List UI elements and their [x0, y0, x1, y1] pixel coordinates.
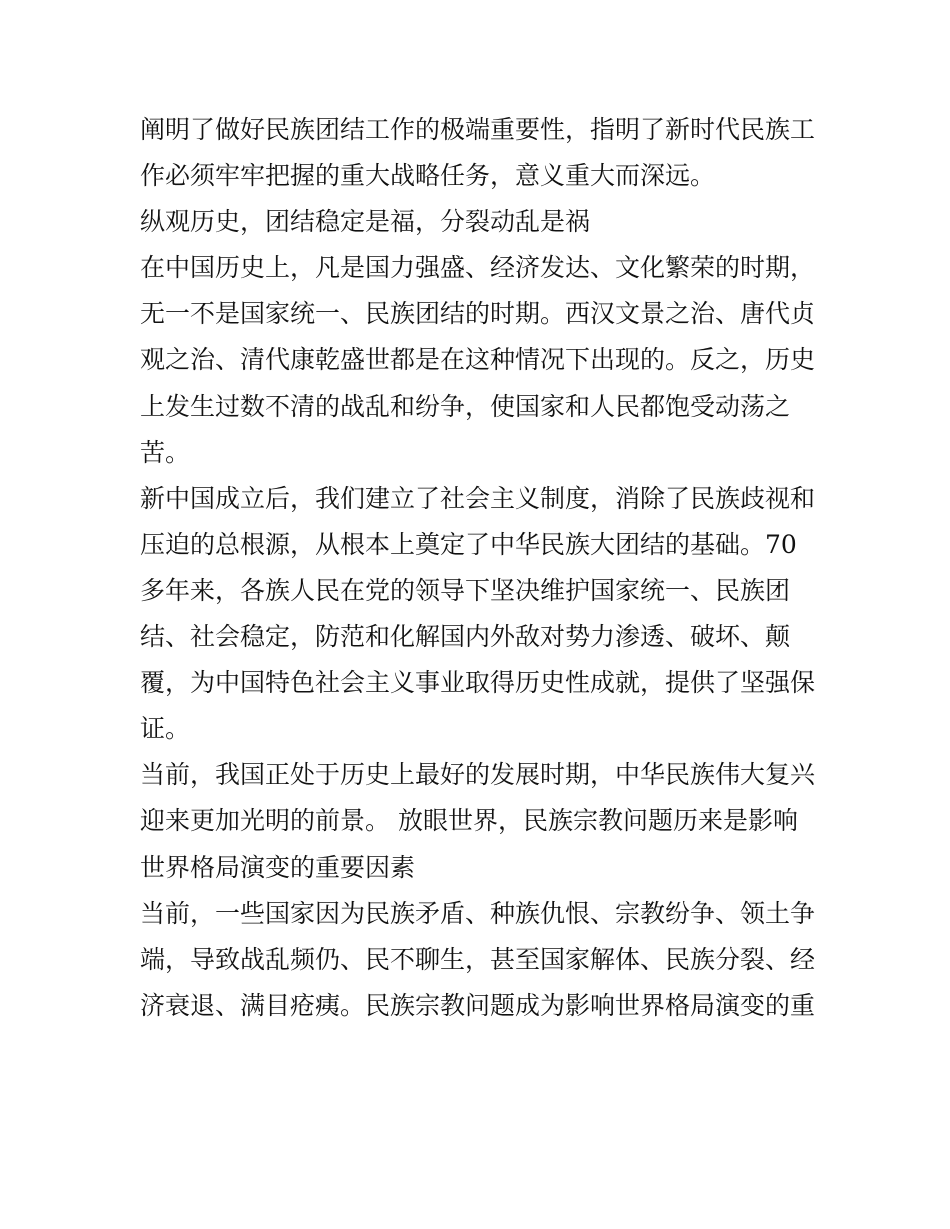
text-line-4: 在中国历史上，凡是国力强盛、经济发达、文化繁荣的时期，: [140, 253, 816, 283]
text-line-10: 压迫的总根源，从根本上奠定了中华民族大团结的基础。70: [140, 529, 797, 559]
text-line-14: 证。: [140, 714, 191, 744]
text-line-16: 迎来更加光明的前景。 放眼世界，民族宗教问题历来是影响: [140, 806, 798, 836]
text-line-15: 当前，我国正处于历史上最好的发展时期，中华民族伟大复兴: [140, 760, 816, 790]
text-line-1: 阐明了做好民族团结工作的极端重要性，指明了新时代民族工: [140, 115, 816, 144]
text-line-5: 无一不是国家统一、民族团结的时期。西汉文景之治、唐代贞: [140, 299, 816, 329]
text-line-17: 世界格局演变的重要因素: [140, 852, 416, 882]
text-line-20: 济衰退、满目疮痍。民族宗教问题成为影响世界格局演变的重: [140, 990, 816, 1020]
text-line-9: 新中国成立后，我们建立了社会主义制度，消除了民族歧视和: [140, 483, 816, 513]
text-line-11: 多年来，各族人民在党的领导下坚决维护国家统一、民族团: [140, 575, 791, 605]
text-line-19: 端，导致战乱频仍、民不聊生，甚至国家解体、民族分裂、经: [140, 944, 816, 974]
text-line-6: 观之治、清代康乾盛世都是在这种情况下出现的。反之，历史: [140, 345, 816, 375]
body-text: [140, 107, 820, 1029]
text-line-13: 覆，为中国特色社会主义事业取得历史性成就，提供了坚强保: [140, 668, 816, 698]
text-line-2: 作必须牢牢把握的重大战略任务，意义重大而深远。: [140, 161, 716, 191]
section-heading-history: 纵观历史，团结稳定是福，分裂动乱是祸: [140, 207, 591, 237]
text-line-12: 结、社会稳定，防范和化解国内外敌对势力渗透、破坏、颠: [140, 622, 791, 652]
text-line-8: 苦。: [140, 437, 191, 467]
text-line-18: 当前，一些国家因为民族矛盾、种族仇恨、宗教纷争、领土争: [140, 898, 816, 928]
text-line-7: 上发生过数不清的战乱和纷争，使国家和人民都饱受动荡之: [140, 391, 791, 421]
